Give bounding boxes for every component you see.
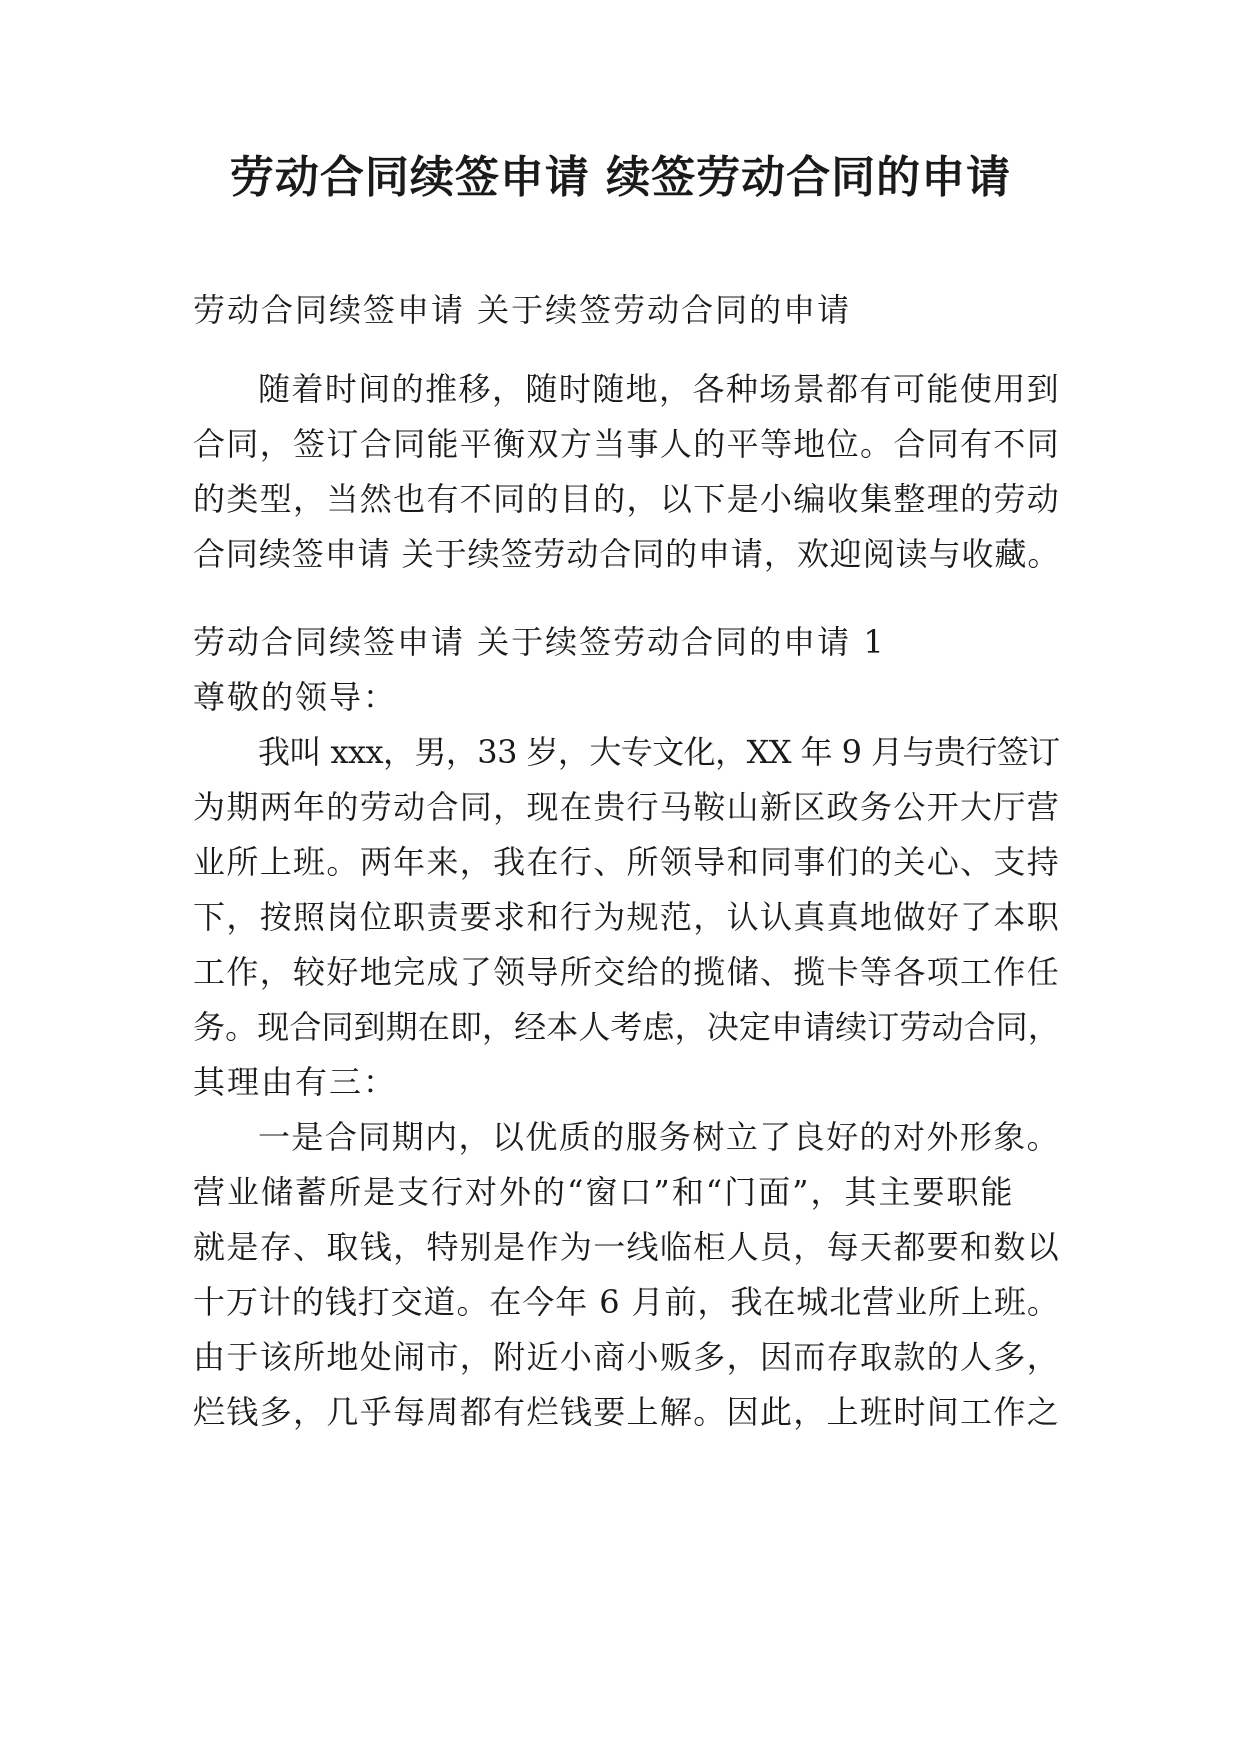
body-line: 其理由有三：	[193, 1063, 398, 1101]
section-heading: 劳动合同续签申请 关于续签劳动合同的申请 1	[193, 623, 886, 661]
intro-line: 合同，签订合同能平衡双方当事人的平等地位。合同有不同	[193, 425, 1061, 463]
document-title: 劳动合同续签申请 续签劳动合同的申请	[229, 152, 1012, 203]
reason-line: 就是存、取钱，特别是作为一线临柜人员，每天都要和数以	[193, 1228, 1061, 1266]
body-line: 业所上班。两年来，我在行、所领导和同事们的关心、支持	[193, 843, 1061, 881]
body-line: 务。现合同到期在即，经本人考虑，决定申请续订劳动合同，	[193, 1008, 1060, 1046]
reason-line: 由于该所地处闹市，附近小商小贩多，因而存取款的人多，	[193, 1338, 1061, 1376]
body-line: 下，按照岗位职责要求和行为规范，认认真真地做好了本职	[193, 898, 1061, 936]
body-line: 为期两年的劳动合同，现在贵行马鞍山新区政务公开大厅营	[193, 788, 1061, 826]
intro-line: 随着时间的推移，随时随地，各种场景都有可能使用到	[258, 370, 1061, 408]
reason-line: 一是合同期内，以优质的服务树立了良好的对外形象。	[258, 1118, 1061, 1156]
reason-line: 烂钱多，几乎每周都有烂钱要上解。因此，上班时间工作之	[193, 1393, 1061, 1431]
salutation: 尊敬的领导：	[193, 678, 398, 716]
body-line: 我叫 xxx，男，33 岁，大专文化，XX 年 9 月与贵行签订	[258, 733, 1060, 771]
document-subtitle: 劳动合同续签申请 关于续签劳动合同的申请	[193, 291, 852, 329]
intro-line: 的类型，当然也有不同的目的，以下是小编收集整理的劳动	[193, 480, 1061, 518]
intro-line: 合同续签申请 关于续签劳动合同的申请，欢迎阅读与收藏。	[193, 535, 1061, 573]
reason-line: 营业储蓄所是支行对外的“窗口”和“门面”，其主要职能	[193, 1173, 1015, 1211]
reason-line: 十万计的钱打交道。在今年 6 月前，我在城北营业所上班。	[193, 1283, 1060, 1321]
body-line: 工作，较好地完成了领导所交给的揽储、揽卡等各项工作任	[193, 953, 1061, 991]
